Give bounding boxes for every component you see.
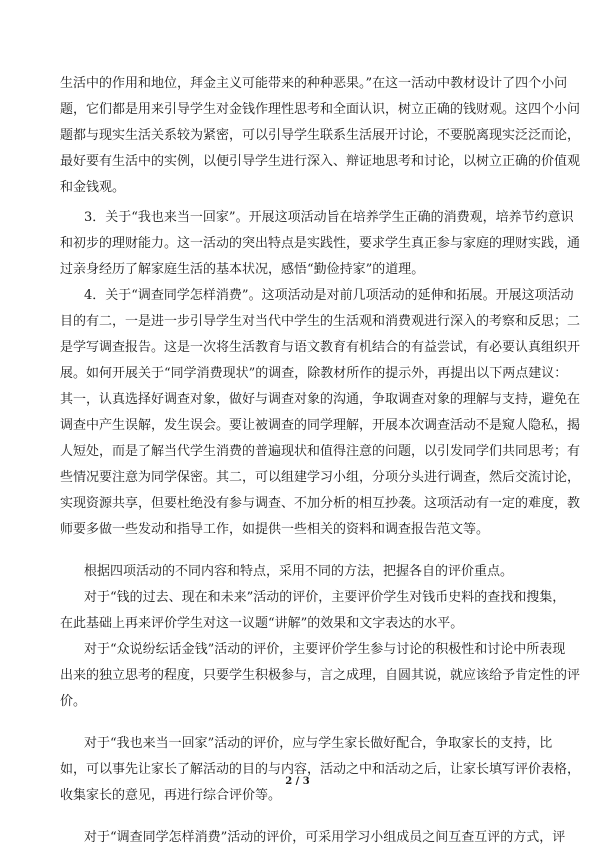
text-line: 生活中的作用和地位，拜金主义可能带来的种种恶果。”在这一活动中教材设计了四个小问: [60, 76, 568, 91]
text-line: 调查中产生误解，发生误会。要让被调查的同学理解，开展本次调查活动不是窥人隐私，揭: [60, 418, 581, 433]
text-line: 和初步的理财能力。这一活动的突出特点是实践性，要求学生真正参与家庭的理财实践，通: [60, 236, 581, 251]
text-line: 其一，认真选择好调查对象，做好与调查对象的沟通，争取调查对象的理解与支持，避免在: [60, 392, 581, 407]
text-line: 和金钱观。: [60, 180, 126, 195]
text-line: 根据四项活动的不同内容和特点，采用不同的方法，把握各自的评价重点。: [84, 564, 514, 579]
text-line: 如，可以事先让家长了解活动的目的与内容，活动之中和活动之后，让家长填写评价表格，: [60, 762, 581, 777]
text-line: 题，它们都是用来引导学生对金钱作理性思考和全面认识，树立正确的钱财观。这四个小问: [60, 102, 581, 117]
text-line: 师要多做一些发动和指导工作，如提供一些相关的资料和调查报告范文等。: [60, 522, 490, 537]
text-line: 展。如何开展关于“同学消费现状”的调查，除教材所作的提示外，再提出以下两点建议：: [60, 366, 568, 381]
page-number: 2 / 3: [285, 776, 310, 787]
text-line: 3．关于“我也来当一回家”。开展这项活动旨在培养学生正确的消费观，培养节约意识: [84, 210, 574, 225]
text-line: 价。: [60, 694, 87, 709]
text-line: 是学写调查报告。这是一次将生活教育与语文教育有机结合的有益尝试，有必要认真组织开: [60, 340, 581, 355]
text-line: 些情况要注意为同学保密。其二，可以组建学习小组，分项分头进行调查，然后交流讨论，: [60, 470, 581, 485]
text-line: 收集家长的意见，再进行综合评价等。: [60, 788, 282, 803]
text-line: 对于“调查同学怎样消费”活动的评价，可采用学习小组成员之间互查互评的方式，评: [84, 830, 566, 845]
text-line: 题都与现实生活关系较为紧密，可以引导学生联系生活展开讨论，不要脱离现实泛泛而论，: [60, 128, 581, 143]
text-line: 出来的独立思考的程度，只要学生积极参与，言之成理，自圆其说，就应该给予肯定性的评: [60, 668, 581, 683]
text-line: 目的有二，一是进一步引导学生对当代中学生的生活观和消费观进行深入的考察和反思；二: [60, 314, 581, 329]
text-line: 过亲身经历了解家庭生活的基本状况，感悟“勤俭持家”的道理。: [60, 262, 425, 277]
text-line: 在此基础上再来评价学生对这一议题“讲解”的效果和文字表达的水平。: [60, 616, 464, 631]
text-line: 对于“钱的过去、现在和未来”活动的评价，主要评价学生对钱币史料的查找和搜集，: [84, 590, 566, 605]
text-line: 对于“我也来当一回家”活动的评价，应与学生家长做好配合，争取家长的支持，比: [84, 736, 553, 751]
text-line: 人短处，而是了解当代学生消费的普遍现状和值得注意的问题，以引发同学们共同思考；有: [60, 444, 581, 459]
text-line: 实现资源共享，但要杜绝没有参与调查、不加分析的相互抄袭。这项活动有一定的难度，教: [60, 496, 581, 511]
text-line: 4．关于“调查同学怎样消费”。这项活动是对前几项活动的延伸和拓展。开展这项活动: [84, 288, 574, 303]
text-line: 对于“众说纷纭话金钱”活动的评价，主要评价学生参与讨论的积极性和讨论中所表现: [84, 642, 566, 657]
text-line: 最好要有生活中的实例，以便引导学生进行深入、辩证地思考和讨论，以树立正确的价值观: [60, 154, 581, 169]
